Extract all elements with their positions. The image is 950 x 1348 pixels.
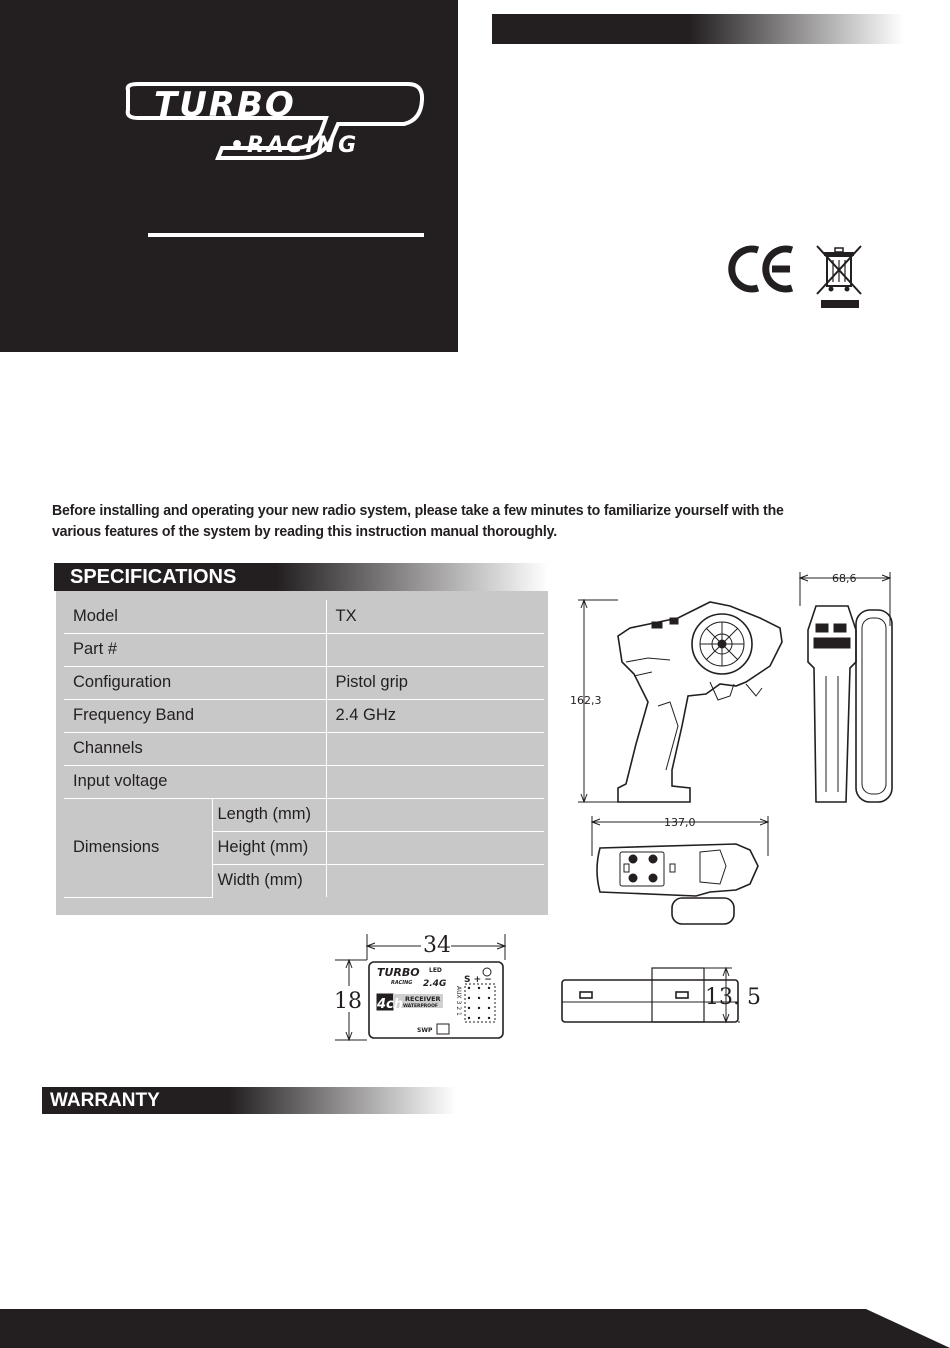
top-gradient-bar bbox=[492, 14, 904, 44]
receiver-led: LED bbox=[429, 967, 442, 974]
spec-value bbox=[326, 798, 544, 831]
spec-label: Configuration bbox=[64, 666, 326, 699]
warranty-heading: WARRANTY bbox=[42, 1087, 456, 1114]
transmitter-drawing bbox=[560, 566, 900, 928]
spec-value: 2.4 GHz bbox=[326, 699, 544, 732]
receiver-side-drawing bbox=[560, 962, 770, 1026]
spec-sublabel: Height (mm) bbox=[212, 831, 326, 864]
receiver-pins-header: S + − bbox=[464, 975, 492, 985]
ce-mark-icon bbox=[728, 244, 796, 294]
specifications-table bbox=[64, 600, 544, 898]
width-dimension-label: 68,6 bbox=[832, 572, 857, 585]
table-row bbox=[64, 633, 544, 666]
table-row bbox=[64, 732, 544, 765]
spec-label: Model bbox=[64, 600, 326, 633]
spec-value: TX bbox=[326, 600, 544, 633]
table-row bbox=[64, 666, 544, 699]
receiver-ports: AUX 3 2 1 bbox=[455, 986, 462, 1016]
spec-label: Input voltage bbox=[64, 765, 326, 798]
length-dimension-label: 137,0 bbox=[664, 816, 696, 829]
spec-label: Frequency Band bbox=[64, 699, 326, 732]
intro-text: Before installing and operating your new radio system, please take a few minutes to familiarize yourself with the various features of the system by reading this instruction manual thoroughly. bbox=[52, 502, 784, 540]
spec-value bbox=[326, 765, 544, 798]
table-row bbox=[64, 600, 544, 633]
weee-bin-icon bbox=[813, 242, 865, 310]
receiver-depth-label: 13. 5 bbox=[705, 985, 761, 1010]
receiver-freq: 2.4G bbox=[423, 979, 447, 989]
spec-sublabel: Width (mm) bbox=[212, 864, 326, 897]
footer-bar bbox=[0, 1309, 950, 1348]
dimensions-label: Dimensions bbox=[64, 798, 212, 897]
receiver-width-label: 34 bbox=[423, 933, 451, 958]
receiver-channels: 4ch bbox=[377, 997, 404, 1012]
spec-value: Pistol grip bbox=[326, 666, 544, 699]
spec-value bbox=[326, 732, 544, 765]
receiver-swp: SWP bbox=[417, 1027, 433, 1034]
receiver-title: RECEIVER bbox=[405, 995, 441, 1003]
logo-text: TURBO bbox=[154, 85, 296, 125]
receiver-front-drawing bbox=[333, 932, 513, 1042]
turbo-racing-logo bbox=[118, 72, 430, 168]
table-row bbox=[64, 798, 544, 831]
cover-panel bbox=[0, 0, 458, 352]
spec-sublabel: Length (mm) bbox=[212, 798, 326, 831]
receiver-brand: TURBO bbox=[377, 966, 420, 979]
receiver-waterproof: WATERPROOF bbox=[403, 1004, 438, 1009]
receiver-sub: RACING bbox=[391, 980, 413, 986]
table-row bbox=[64, 699, 544, 732]
spec-label: Channels bbox=[64, 732, 326, 765]
logo-sub: •RACING bbox=[230, 133, 360, 158]
specifications-heading: SPECIFICATIONS bbox=[54, 563, 548, 591]
spec-label: Part # bbox=[64, 633, 326, 666]
receiver-height-label: 18 bbox=[334, 989, 362, 1014]
table-row bbox=[64, 765, 544, 798]
spec-value bbox=[326, 831, 544, 864]
height-dimension-label: 162,3 bbox=[570, 694, 602, 707]
cover-rule bbox=[148, 233, 424, 237]
spec-value bbox=[326, 864, 544, 897]
spec-value bbox=[326, 633, 544, 666]
